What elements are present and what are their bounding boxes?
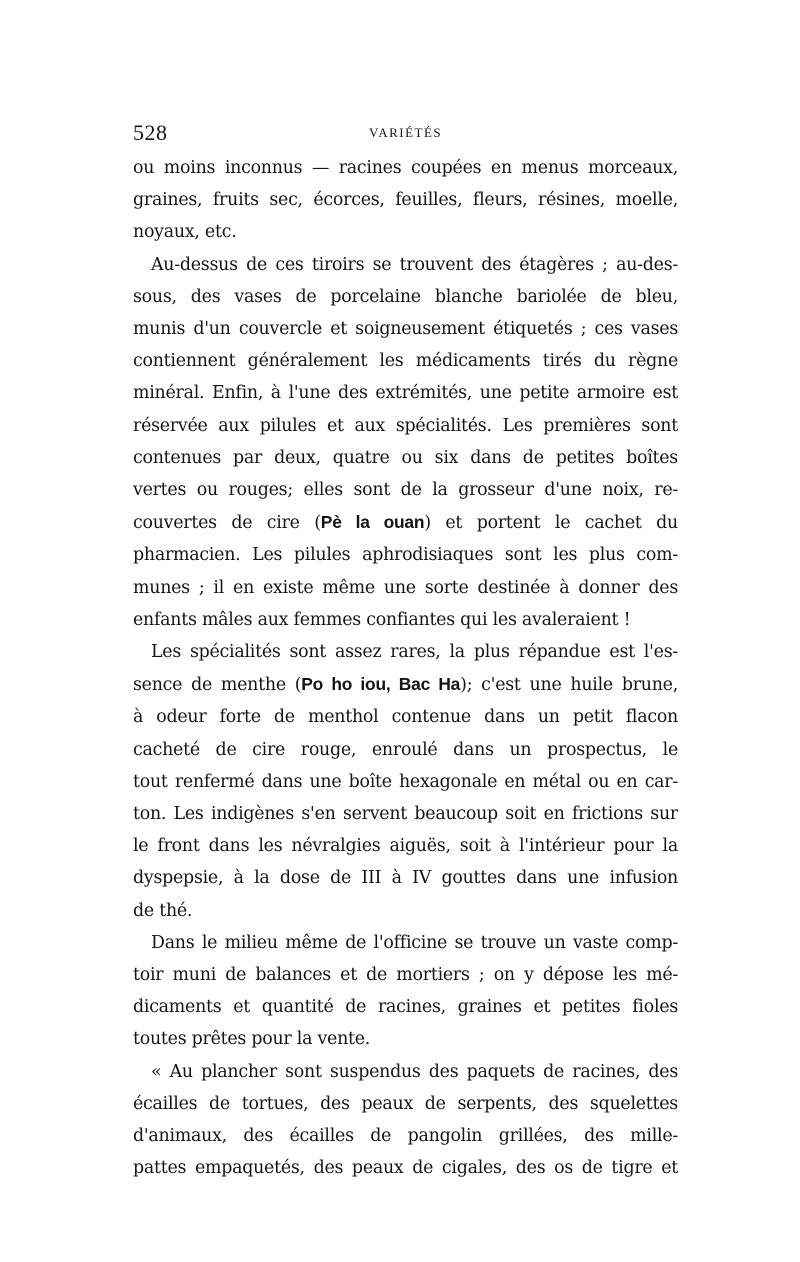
text-line: enfants mâles aux femmes confiantes qui les avaleraient !	[133, 609, 631, 630]
text-line: toir muni de balances et de mortiers ; on y dépose les mé-	[133, 965, 678, 986]
paragraph	[133, 249, 678, 636]
text-line: Dans le milieu même de l'officine se trouve un vaste comp-	[151, 932, 678, 953]
text-line: minéral. Enfin, à l'une des extrémités, une petite armoire est	[133, 383, 678, 404]
text-line: d'animaux, des écailles de pangolin grillées, des mille-	[133, 1126, 678, 1147]
text-line: pattes empaquetés, des peaux de cigales, des os de tigre et	[133, 1158, 678, 1179]
running-title: VARIÉTÉS	[369, 125, 443, 140]
paragraph	[133, 1056, 678, 1185]
paragraph	[133, 636, 678, 927]
body-text	[133, 152, 678, 1185]
text-line: réservée aux pilules et aux spécialités. Les premières sont	[133, 415, 678, 436]
page-header	[133, 120, 678, 150]
text-line: noyaux, etc.	[133, 222, 237, 243]
text-line: le front dans les névralgies aiguës, soit à l'intérieur pour la	[133, 836, 678, 857]
vietnamese-term: Pè la ouan	[320, 512, 425, 533]
text-line: Les spécialités sont assez rares, la plus répandue est l'es-	[151, 642, 678, 663]
text-segment: couvertes de cire (	[133, 513, 321, 534]
text-line: toutes prêtes pour la vente.	[133, 1029, 371, 1050]
page-number: 528	[133, 120, 168, 145]
text-line: Au-dessus de ces tiroirs se trouvent des étagères ; au-des-	[151, 254, 678, 275]
text-line: munis d'un couvercle et soigneusement étiquetés ; ces vases	[133, 319, 678, 340]
text-line: de thé.	[133, 900, 193, 921]
paragraph	[133, 927, 678, 1056]
vietnamese-term: Po ho iou, Bac Ha	[301, 674, 461, 695]
text-line: ton. Les indigènes s'en servent beaucoup soit en frictions sur	[133, 804, 678, 825]
text-segment: ) et portent le cachet du	[424, 513, 678, 534]
paragraph	[133, 152, 678, 249]
text-line: vertes ou rouges; elles sont de la grosseur d'une noix, re-	[133, 480, 678, 501]
text-line: écailles de tortues, des peaux de serpents, des squelettes	[133, 1093, 678, 1114]
text-line: dyspepsie, à la dose de III à IV gouttes dans une infusion	[133, 868, 678, 889]
text-line: dicaments et quantité de racines, graines et petites fioles	[133, 997, 678, 1018]
text-line: ou moins inconnus — racines coupées en menus morceaux,	[133, 158, 678, 178]
text-line: graines, fruits sec, écorces, feuilles, fleurs, résines, moelle,	[133, 190, 678, 211]
text-line: munes ; il en existe même une sorte destinée à donner des	[133, 577, 678, 598]
text-segment: sence de menthe (	[133, 675, 302, 696]
text-line: tout renfermé dans une boîte hexagonale en métal ou en car-	[133, 771, 678, 792]
text-line: contenues par deux, quatre ou six dans de petites boîtes	[133, 447, 678, 468]
text-line: « Au plancher sont suspendus des paquets de racines, des	[151, 1061, 678, 1082]
text-line: sous, des vases de porcelaine blanche bariolée de bleu,	[133, 286, 678, 307]
text-line-with-term	[133, 668, 678, 701]
text-line: cacheté de cire rouge, enroulé dans un prospectus, le	[133, 739, 678, 760]
text-segment: ); c'est une huile brune,	[460, 675, 678, 696]
text-line-with-term	[133, 506, 678, 539]
text-line: contiennent généralement les médicaments tirés du règne	[133, 351, 678, 372]
text-line: à odeur forte de menthol contenue dans un petit flacon	[133, 707, 678, 728]
text-line: pharmacien. Les pilules aphrodisiaques sont les plus com-	[133, 545, 678, 566]
